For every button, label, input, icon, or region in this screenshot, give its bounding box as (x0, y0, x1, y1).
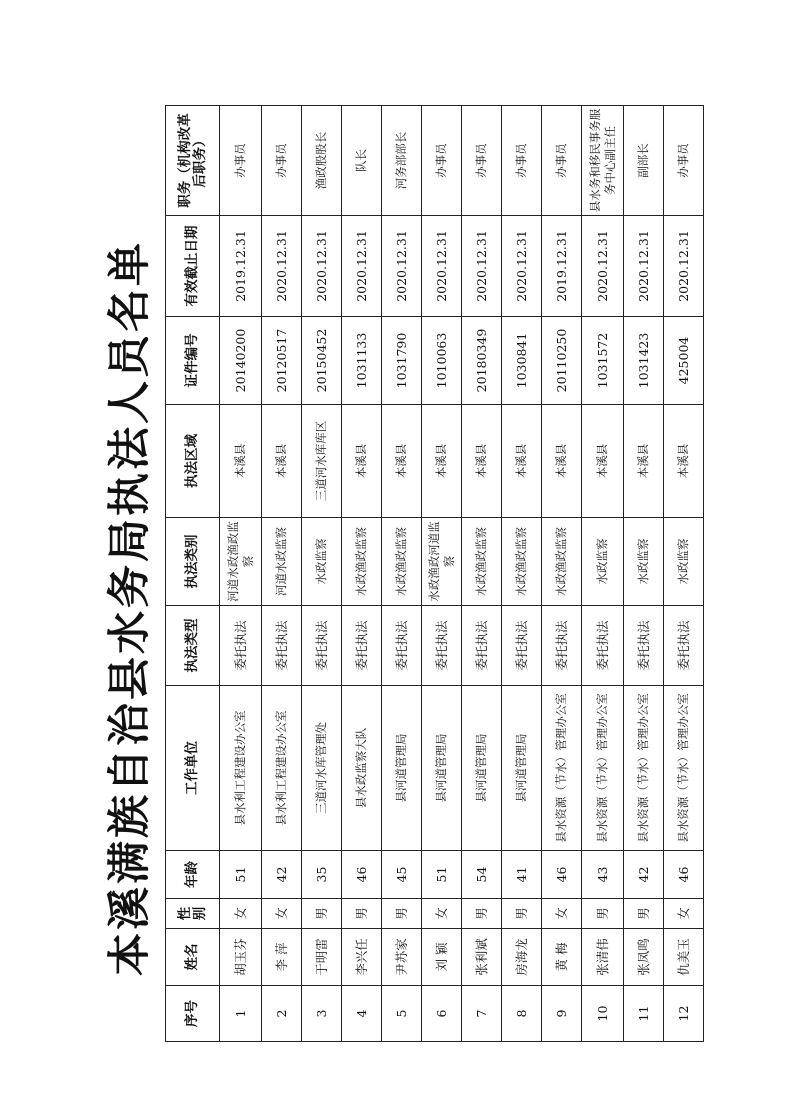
table-header-row (166, 106, 220, 1042)
cell-area: 本溪县 (664, 405, 704, 518)
table-row (502, 106, 542, 1042)
cell-gender: 女 (220, 899, 262, 929)
cell-name: 刘 颖 (422, 929, 462, 986)
header-position: 职务（机构改革后职务） (166, 106, 220, 216)
cell-name: 张清伟 (582, 929, 624, 986)
cell-type: 委托执法 (302, 606, 342, 686)
cell-age: 46 (342, 851, 382, 899)
header-age: 年龄 (166, 851, 220, 899)
cell-category: 水政监察 (624, 518, 664, 606)
cell-no: 7 (462, 986, 502, 1042)
cell-type: 委托执法 (342, 606, 382, 686)
cell-cert: 20150452 (302, 317, 342, 405)
cell-cert: 20180349 (462, 317, 502, 405)
cell-type: 委托执法 (262, 606, 302, 686)
cell-age: 51 (422, 851, 462, 899)
cell-name: 尹苏家 (382, 929, 422, 986)
cell-expiry: 2020.12.31 (582, 216, 624, 317)
cell-no: 2 (262, 986, 302, 1042)
cell-no: 5 (382, 986, 422, 1042)
cell-cert: 1031133 (342, 317, 382, 405)
cell-unit: 县水资源（节水）管理办公室 (664, 686, 704, 851)
cell-position: 办事员 (664, 106, 704, 216)
header-category: 执法类别 (166, 518, 220, 606)
cell-gender: 男 (624, 899, 664, 929)
cell-gender: 男 (382, 899, 422, 929)
cell-age: 43 (582, 851, 624, 899)
cell-area: 本溪县 (582, 405, 624, 518)
cell-gender: 男 (582, 899, 624, 929)
table-row (664, 106, 704, 1042)
cell-cert: 1030841 (502, 317, 542, 405)
cell-expiry: 2019.12.31 (220, 216, 262, 317)
cell-type: 委托执法 (220, 606, 262, 686)
cell-type: 委托执法 (502, 606, 542, 686)
cell-expiry: 2020.12.31 (382, 216, 422, 317)
cell-no: 4 (342, 986, 382, 1042)
cell-expiry: 2020.12.31 (302, 216, 342, 317)
cell-gender: 男 (302, 899, 342, 929)
cell-category: 水政渔政监察 (342, 518, 382, 606)
cell-cert: 20140200 (220, 317, 262, 405)
cell-area: 三道河水库库区 (302, 405, 342, 518)
header-cert: 证件编号 (166, 317, 220, 405)
cell-unit: 县水利工程建设办公室 (262, 686, 302, 851)
cell-name: 于明雷 (302, 929, 342, 986)
cell-position: 队长 (342, 106, 382, 216)
cell-position: 县水务和移民事务服务中心副主任 (582, 106, 624, 216)
personnel-table (165, 105, 704, 1042)
cell-category: 水政渔政监察 (542, 518, 582, 606)
cell-name: 李 萍 (262, 929, 302, 986)
cell-area: 本溪县 (462, 405, 502, 518)
cell-cert: 1031423 (624, 317, 664, 405)
cell-age: 42 (624, 851, 664, 899)
cell-no: 12 (664, 986, 704, 1042)
cell-type: 委托执法 (582, 606, 624, 686)
table-row (462, 106, 502, 1042)
cell-cert: 425004 (664, 317, 704, 405)
cell-type: 委托执法 (382, 606, 422, 686)
cell-position: 办事员 (542, 106, 582, 216)
cell-age: 46 (542, 851, 582, 899)
cell-no: 11 (624, 986, 664, 1042)
cell-unit: 县河道管理局 (462, 686, 502, 851)
cell-category: 水政渔政监察 (502, 518, 542, 606)
cell-category: 水政监察 (582, 518, 624, 606)
cell-unit: 县河道管理局 (502, 686, 542, 851)
cell-expiry: 2020.12.31 (502, 216, 542, 317)
document-title: 本溪满族自治县水务局执法人员名单 (105, 240, 155, 976)
cell-age: 51 (220, 851, 262, 899)
cell-category: 水政渔政河道监察 (422, 518, 462, 606)
cell-position: 办事员 (462, 106, 502, 216)
cell-unit: 县水政监察大队 (342, 686, 382, 851)
cell-expiry: 2019.12.31 (542, 216, 582, 317)
cell-unit: 县水资源（节水）管理办公室 (624, 686, 664, 851)
cell-unit: 县水资源（节水）管理办公室 (582, 686, 624, 851)
cell-no: 3 (302, 986, 342, 1042)
cell-position: 办事员 (220, 106, 262, 216)
cell-gender: 女 (422, 899, 462, 929)
cell-no: 1 (220, 986, 262, 1042)
cell-type: 委托执法 (664, 606, 704, 686)
cell-position: 渔政股股长 (302, 106, 342, 216)
cell-expiry: 2020.12.31 (664, 216, 704, 317)
cell-area: 本溪县 (262, 405, 302, 518)
cell-position: 办事员 (502, 106, 542, 216)
table-row (542, 106, 582, 1042)
cell-unit: 县水利工程建设办公室 (220, 686, 262, 851)
cell-area: 本溪县 (382, 405, 422, 518)
cell-category: 水政监察 (664, 518, 704, 606)
header-type: 执法类型 (166, 606, 220, 686)
cell-area: 本溪县 (342, 405, 382, 518)
cell-cert: 1031790 (382, 317, 422, 405)
cell-gender: 女 (664, 899, 704, 929)
cell-cert: 20110250 (542, 317, 582, 405)
cell-no: 8 (502, 986, 542, 1042)
cell-age: 42 (262, 851, 302, 899)
cell-gender: 男 (502, 899, 542, 929)
cell-expiry: 2020.12.31 (624, 216, 664, 317)
cell-position: 副部长 (624, 106, 664, 216)
cell-expiry: 2020.12.31 (462, 216, 502, 317)
cell-position: 办事员 (262, 106, 302, 216)
header-expiry: 有效截止日期 (166, 216, 220, 317)
header-no: 序号 (166, 986, 220, 1042)
table-row (262, 106, 302, 1042)
cell-cert: 1010063 (422, 317, 462, 405)
cell-area: 本溪县 (624, 405, 664, 518)
header-unit: 工作单位 (166, 686, 220, 851)
cell-category: 河道水政监察 (262, 518, 302, 606)
cell-name: 张凤鸣 (624, 929, 664, 986)
header-area: 执法区域 (166, 405, 220, 518)
cell-name: 仇美玉 (664, 929, 704, 986)
cell-name: 李兴任 (342, 929, 382, 986)
cell-type: 委托执法 (462, 606, 502, 686)
cell-position: 河务部部长 (382, 106, 422, 216)
cell-gender: 男 (462, 899, 502, 929)
cell-gender: 女 (542, 899, 582, 929)
cell-age: 45 (382, 851, 422, 899)
table-row (624, 106, 664, 1042)
cell-name: 张利斌 (462, 929, 502, 986)
header-gender: 性别 (166, 899, 220, 929)
table-body (220, 106, 704, 1042)
table-row (382, 106, 422, 1042)
cell-area: 本溪县 (542, 405, 582, 518)
cell-cert: 20120517 (262, 317, 302, 405)
cell-area: 本溪县 (422, 405, 462, 518)
cell-age: 46 (664, 851, 704, 899)
table-row (342, 106, 382, 1042)
cell-no: 6 (422, 986, 462, 1042)
cell-type: 委托执法 (422, 606, 462, 686)
cell-expiry: 2020.12.31 (422, 216, 462, 317)
table-row (422, 106, 462, 1042)
cell-area: 本溪县 (220, 405, 262, 518)
cell-expiry: 2020.12.31 (262, 216, 302, 317)
cell-age: 35 (302, 851, 342, 899)
cell-category: 水政渔政监察 (462, 518, 502, 606)
cell-name: 房海龙 (502, 929, 542, 986)
cell-unit: 县河道管理局 (422, 686, 462, 851)
cell-position: 办事员 (422, 106, 462, 216)
cell-name: 胡玉芬 (220, 929, 262, 986)
cell-category: 水政监察 (302, 518, 342, 606)
cell-category: 河道水政渔政监察 (220, 518, 262, 606)
cell-cert: 1031572 (582, 317, 624, 405)
table-row (582, 106, 624, 1042)
cell-age: 41 (502, 851, 542, 899)
table-row (302, 106, 342, 1042)
cell-gender: 男 (342, 899, 382, 929)
cell-type: 委托执法 (624, 606, 664, 686)
cell-no: 10 (582, 986, 624, 1042)
cell-no: 9 (542, 986, 582, 1042)
cell-age: 54 (462, 851, 502, 899)
cell-area: 本溪县 (502, 405, 542, 518)
cell-type: 委托执法 (542, 606, 582, 686)
cell-unit: 县水资源（节水）管理办公室 (542, 686, 582, 851)
cell-category: 水政渔政监察 (382, 518, 422, 606)
cell-name: 黄 梅 (542, 929, 582, 986)
cell-expiry: 2020.12.31 (342, 216, 382, 317)
cell-gender: 女 (262, 899, 302, 929)
cell-unit: 县河道管理局 (382, 686, 422, 851)
table-row (220, 106, 262, 1042)
cell-unit: 三道河水库管理处 (302, 686, 342, 851)
header-name: 姓名 (166, 929, 220, 986)
